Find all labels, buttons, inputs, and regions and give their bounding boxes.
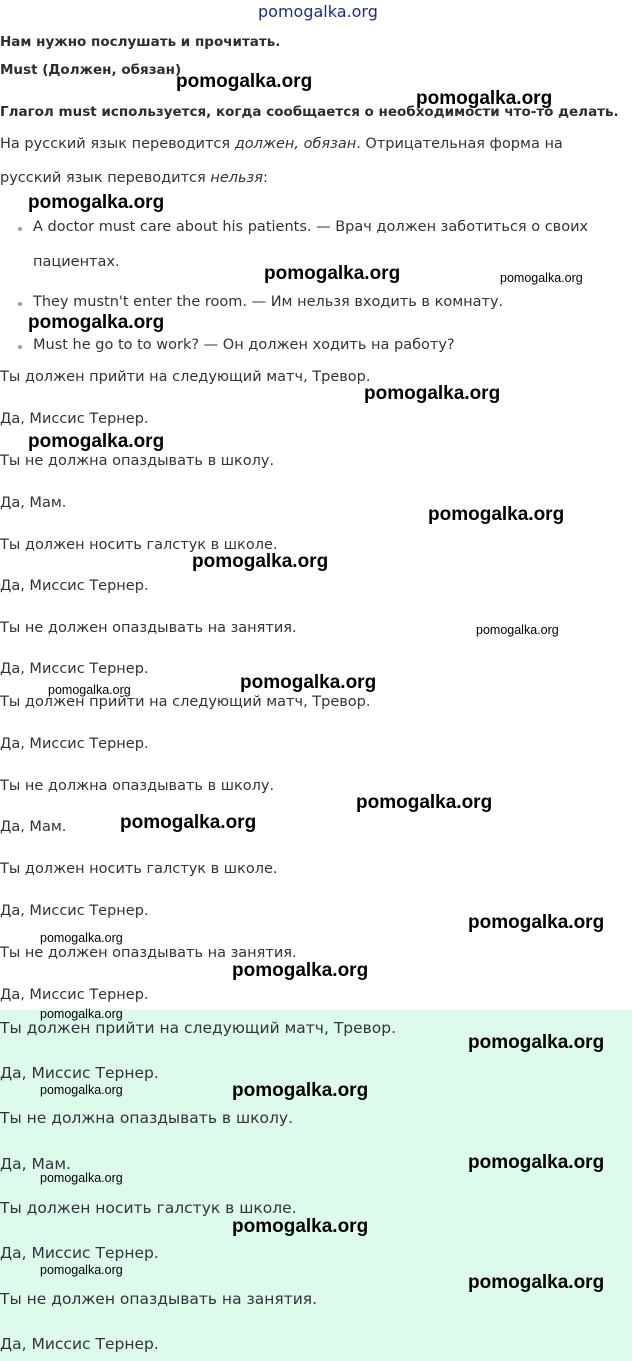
highlight-box bbox=[0, 1010, 632, 1361]
dialogue-3-line: Ты не должен опаздывать на занятия. bbox=[0, 1290, 318, 1308]
watermark-text: pomogalka.org bbox=[28, 431, 165, 452]
watermark-text: pomogalka.org bbox=[40, 1007, 123, 1021]
watermark-text: pomogalka.org bbox=[476, 623, 559, 637]
rule-text: Глагол must используется, когда сообщается о необходимости что-то делать. bbox=[0, 104, 619, 120]
dialogue-1-line: Ты должен носить галстук в школе. bbox=[0, 537, 278, 553]
translation-part: русский язык переводится bbox=[0, 170, 211, 186]
watermark-text: pomogalka.org bbox=[40, 1171, 123, 1185]
watermark-text: pomogalka.org bbox=[40, 1083, 123, 1097]
translation-part: . Отрицательная форма на bbox=[356, 136, 563, 152]
dialogue-2-line: Ты должен прийти на следующий матч, Тревор. bbox=[0, 694, 371, 710]
dialogue-3-line: Ты не должна опаздывать в школу. bbox=[0, 1109, 293, 1127]
task-text: Нам нужно послушать и прочитать. bbox=[0, 34, 281, 50]
watermark-text: pomogalka.org bbox=[48, 683, 131, 697]
watermark-text: pomogalka.org bbox=[232, 1080, 369, 1101]
watermark-text: pomogalka.org bbox=[468, 1272, 605, 1293]
watermark-text: pomogalka.org bbox=[428, 504, 565, 525]
watermark-text: pomogalka.org bbox=[416, 88, 553, 109]
dialogue-1-line: Да, Миссис Тернер. bbox=[0, 661, 149, 677]
dialogue-2-line: Да, Миссис Тернер. bbox=[0, 736, 149, 752]
watermark-text: pomogalka.org bbox=[240, 672, 377, 693]
watermark-text: pomogalka.org bbox=[264, 263, 401, 284]
translation-emphasis: должен, обязан bbox=[234, 136, 357, 152]
translation-part: На русский язык переводится bbox=[0, 136, 235, 152]
example-1-line-1: A doctor must care about his patients. — Врач должен заботиться о своих bbox=[33, 219, 589, 235]
example-3: Must he go to to work? — Он должен ходить на работу? bbox=[33, 337, 455, 353]
dialogue-1-line: Да, Мам. bbox=[0, 495, 67, 511]
dialogue-3-line: Ты должен прийти на следующий матч, Тревор. bbox=[0, 1019, 397, 1037]
translation-line-1 bbox=[0, 136, 563, 152]
watermark-text: pomogalka.org bbox=[468, 1152, 605, 1173]
watermark-text: pomogalka.org bbox=[192, 551, 329, 572]
dialogue-1-line: Да, Миссис Тернер. bbox=[0, 578, 149, 594]
watermark-top: pomogalka.org bbox=[258, 2, 378, 21]
example-2: They mustn't enter the room. — Им нельзя входить в комнату. bbox=[33, 294, 504, 310]
example-1-line-2: пациентах. bbox=[33, 254, 120, 270]
dialogue-2-line: Ты не должен опаздывать на занятия. bbox=[0, 945, 297, 961]
translation-line-2 bbox=[0, 170, 268, 186]
watermark-text: pomogalka.org bbox=[356, 792, 493, 813]
dialogue-3-line: Ты должен носить галстук в школе. bbox=[0, 1199, 297, 1217]
translation-emphasis: нельзя bbox=[210, 170, 263, 186]
bullet-icon bbox=[18, 227, 22, 231]
dialogue-2-line: Ты должен носить галстук в школе. bbox=[0, 861, 278, 877]
watermark-text: pomogalka.org bbox=[40, 931, 123, 945]
watermark-text: pomogalka.org bbox=[120, 812, 257, 833]
bullet-icon bbox=[18, 302, 22, 306]
dialogue-2-line: Да, Миссис Тернер. bbox=[0, 987, 149, 1003]
dialogue-1-line: Ты не должна опаздывать в школу. bbox=[0, 453, 275, 469]
dialogue-1-line: Да, Миссис Тернер. bbox=[0, 411, 149, 427]
dialogue-2-line: Да, Миссис Тернер. bbox=[0, 903, 149, 919]
dialogue-2-line: Ты не должна опаздывать в школу. bbox=[0, 778, 275, 794]
dialogue-3-line: Да, Миссис Тернер. bbox=[0, 1244, 159, 1262]
dialogue-1-line: Ты должен прийти на следующий матч, Тревор. bbox=[0, 369, 371, 385]
watermark-text: pomogalka.org bbox=[364, 383, 501, 404]
dialogue-2-line: Да, Мам. bbox=[0, 819, 67, 835]
dialogue-3-line: Да, Миссис Тернер. bbox=[0, 1335, 159, 1353]
watermark-text: pomogalka.org bbox=[176, 71, 313, 92]
dialogue-3-line: Да, Мам. bbox=[0, 1155, 71, 1173]
translation-part: : bbox=[263, 170, 268, 186]
watermark-text: pomogalka.org bbox=[468, 1032, 605, 1053]
watermark-text: pomogalka.org bbox=[232, 1216, 369, 1237]
section-heading: Must (Должен, обязан) bbox=[0, 62, 182, 78]
watermark-text: pomogalka.org bbox=[500, 271, 583, 285]
bullet-icon bbox=[18, 345, 22, 349]
watermark-text: pomogalka.org bbox=[232, 960, 369, 981]
watermark-text: pomogalka.org bbox=[468, 912, 605, 933]
watermark-text: pomogalka.org bbox=[28, 192, 165, 213]
dialogue-3-line: Да, Миссис Тернер. bbox=[0, 1064, 159, 1082]
watermark-text: pomogalka.org bbox=[40, 1263, 123, 1277]
dialogue-1-line: Ты не должен опаздывать на занятия. bbox=[0, 620, 297, 636]
watermark-text: pomogalka.org bbox=[28, 312, 165, 333]
